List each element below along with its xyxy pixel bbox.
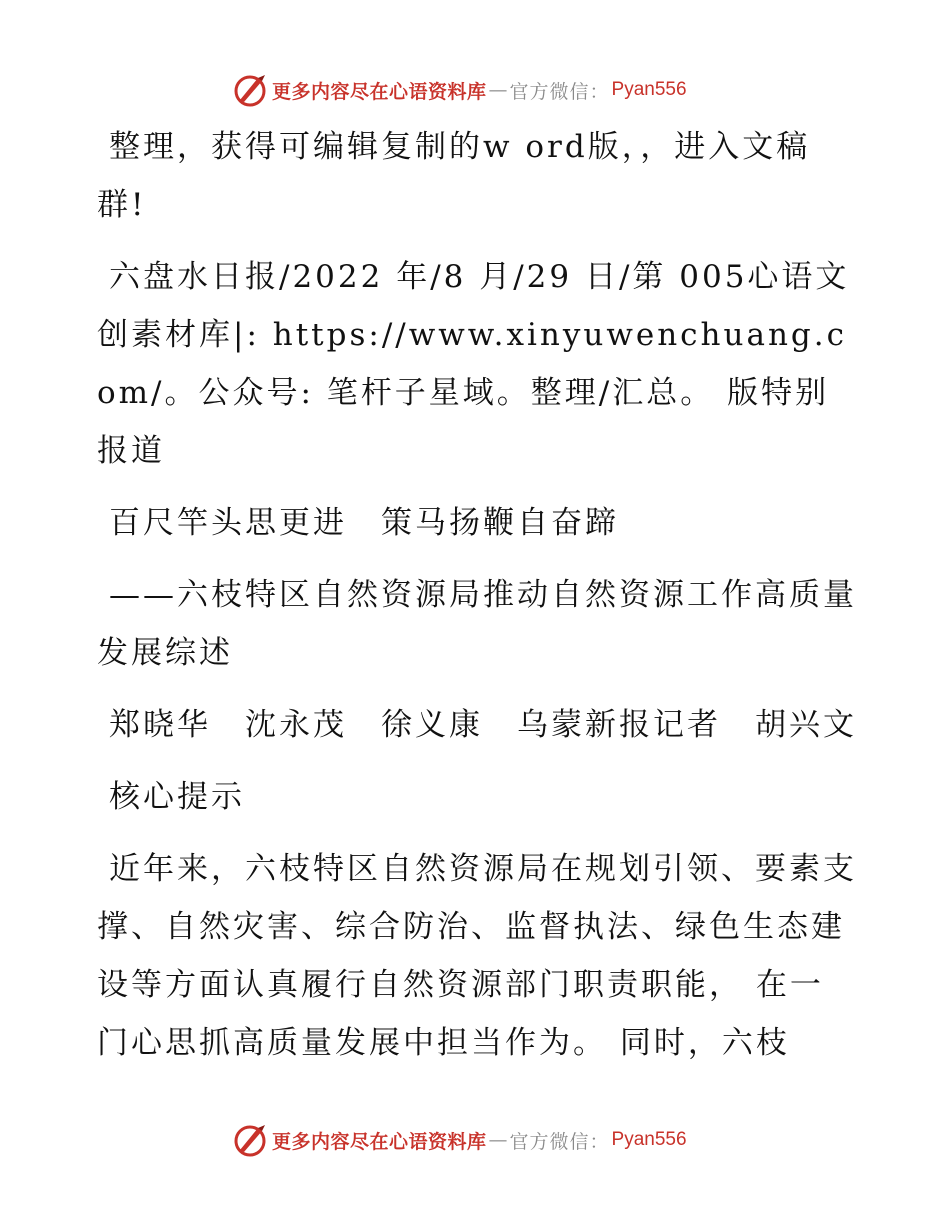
intro-paragraph: 整理，获得可编辑复制的w ord版，，进入文稿群! bbox=[97, 129, 811, 223]
article-authors: 郑晓华 沈永茂 徐义康 乌蒙新报记者 胡兴文 bbox=[109, 707, 857, 743]
watermark-dash: — bbox=[488, 1129, 508, 1151]
footer-watermark bbox=[232, 1120, 687, 1160]
quill-logo-icon bbox=[232, 72, 268, 108]
watermark-wechat-id: Pyan556 bbox=[611, 79, 687, 100]
document-body bbox=[97, 118, 857, 1086]
watermark-site-text: 更多内容尽在心语资料库 bbox=[272, 1130, 487, 1153]
watermark-official-label: 官方微信： bbox=[509, 80, 610, 103]
section-heading: 核心提示 bbox=[109, 779, 245, 815]
quill-logo-icon bbox=[232, 1122, 268, 1158]
watermark-wechat-id: Pyan556 bbox=[611, 1129, 687, 1150]
watermark-official-label: 官方微信： bbox=[509, 1130, 610, 1153]
article-subtitle: ——六枝特区自然资源局推动自然资源工作高质量发展综述 bbox=[97, 577, 857, 671]
header-watermark bbox=[232, 70, 687, 110]
watermark-dash: — bbox=[488, 79, 508, 101]
watermark-site-text: 更多内容尽在心语资料库 bbox=[272, 80, 487, 103]
article-title: 百尺竿头思更进 策马扬鞭自奋蹄 bbox=[109, 505, 619, 541]
body-paragraph: 近年来，六枝特区自然资源局在规划引领、要素支撑、自然灾害、综合防治、监督执法、绿色生态建设等方面认真履行自然资源部门职责职能， 在一门心思抓高质量发展中担当作为。 同时，六枝 bbox=[97, 851, 857, 1061]
source-paragraph: 六盘水日报/2022 年/8 月/29 日/第 005心语文创素材库|: https://www.xinyuwenchuang.com/。公众号: 笔杆子星域。整理/汇总。 版特别报道 bbox=[97, 259, 850, 469]
